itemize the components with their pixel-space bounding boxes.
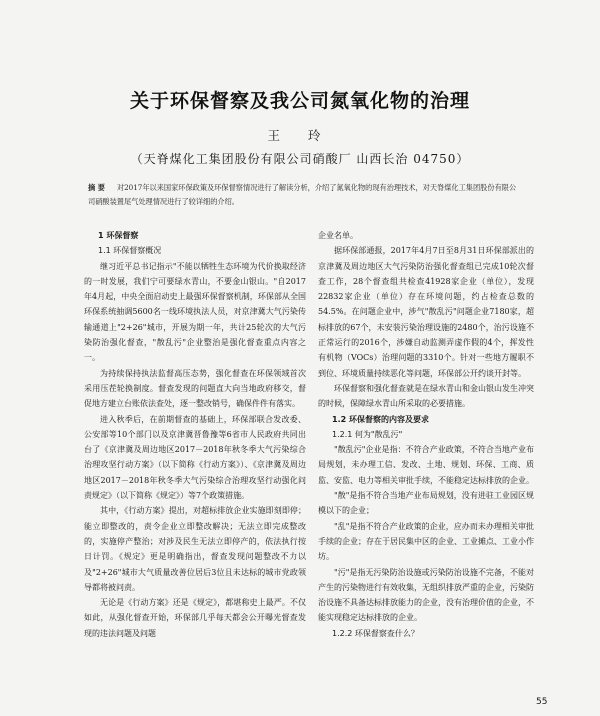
subsection-heading-1-2: 1.2 环保督察的内容及要求 — [332, 414, 429, 424]
paragraph: "散乱污"企业是指：不符合产业政策，不符合当地产业布局规划，未办理工信、发改、土地、规划、环保、工商、质监、安监、电力等相关审批手续，不能稳定达标排放的企业。 — [318, 445, 534, 485]
paragraph: 据环保部通报，2017年4月7日至8月31日环保部派出的京津冀及周边地区大气污染防治强化督查组已完成10轮次督查工作，28个督查组共检查41928家企业（单位），发现22832家企业（单位）存在环境问题，约占检查总数的54.5%。在问题企业中，涉气"散乱污"问题企业7180家，超标排放的67个，未安装污染治理设施的2480个，治污设施不正常运行的2016个，涉嫌自动监测弄虚作假的4个，挥发性有机物（VOCs）治理问题的3310个。针对一些地方履职不到位、环境质量持续恶化等问题，环保部公开约谈开封等。 — [318, 246, 534, 378]
left-column — [84, 228, 306, 641]
author-name: 王 玲 — [267, 128, 333, 143]
page-number: 55 — [536, 697, 548, 707]
paragraph: 为持续保持执法监督高压态势，强化督查在环保领域首次采用压茬轮换制度。督查发现的问题直大向当地政府移交，督促地方建立台账依法查处，逐一整改销号，确保件件有落实。 — [84, 368, 306, 409]
subsection-heading-1-2-2: 1.2.2 环保督察查什么？ — [332, 628, 419, 638]
paragraph: 无论是《行动方案》还是《规定》，都堪称史上最严。不仅如此，从强化督查开始，环保部几乎每天都会公开曝光督查发现的违法问题及问题 — [84, 598, 306, 638]
subsection-heading-1-2-1: 1.2.1 何为"散乱污" — [332, 429, 403, 439]
paper-title: 关于环保督察及我公司氮氧化物的治理 — [129, 90, 470, 112]
abstract-text: 对2017年以来国家环保政策及环保督察情况进行了解读分析，介绍了氮氧化物的现有治理技术，对天脊煤化工集团股份有限公司硝酸装置尾气处理情况进行了较详细的介绍。 — [88, 183, 517, 206]
paragraph: "污"是指无污染防治设施或污染防治设施不完备，不能对产生的污染物进行有效收集，无组织排放严重的企业，污染防治设施不具备达标排放能力的企业，没有治理价值的企业，不能实现稳定达标排放的企业。 — [318, 567, 534, 623]
paragraph: 其中，《行动方案》提出，对超标排放企业实施即刻即停；能立即整改的，责令企业立即整改解决；无法立即完成整改的，实施停产整治；对涉及民生无法立即停产的，依法执行按日计罚。《规定》更是明确指出，督查发现问题整改不力以及"2+26"城市大气质量改善位居后3位且未达标的城市党政领导都将被问责。 — [84, 506, 306, 592]
section-heading-1: 1 环保督察 — [98, 231, 139, 240]
paragraph: 继习近平总书记指示"不能以牺牲生态环境为代价换取经济的一时发展，我们宁可要绿水青山，不要金山银山。"自2017年4月起，中央全面启动史上最强环保督察机制，环保部从全国环保系统抽调5600名一线环境执法人员，对京津冀大气污染传输通道上"2+26"城市，开展为期一年，共计25轮次的大气污染防治强化督查，"散乱污"企业整治是强化督查重点内容之一。 — [84, 261, 306, 363]
paragraph: "散"是指不符合当地产业布局规划，没有进驻工业园区规模以下的企业； — [318, 491, 534, 516]
paragraph: 进入秋季后，在前期督查的基础上，环保部联合发改委、公安部等10个部门以及京津冀晋鲁豫等6省市人民政府共同出台了《京津冀及周边地区2017－2018年秋冬季大气污染综合治理攻坚行动方案》（以下简称《行动方案》）、《京津冀及周边地区2017－2018年秋冬季大气污染综合治理攻坚行动强化问责规定》（以下简称《规定》）等7个政策措施。 — [84, 414, 306, 501]
paragraph: "乱"是指不符合产业政策的企业，应办而未办理相关审批手续的企业；存在于居民集中区的企业、工业摊点、工业小作坊。 — [318, 521, 534, 562]
abstract — [88, 181, 522, 209]
author-affiliation: （天脊煤化工集团股份有限公司硝酸厂 山西长治 04750） — [130, 152, 470, 166]
right-column — [318, 228, 534, 641]
subsection-heading-1-1: 1.1 环保督察概况 — [98, 246, 162, 256]
paragraph: 环保督察和强化督查就是在绿水青山和金山银山发生冲突的时候，保障绿水青山所采取的必要措施。 — [318, 383, 534, 409]
abstract-label: 摘 要 — [88, 183, 105, 192]
paragraph: 企业名单。 — [318, 231, 358, 240]
